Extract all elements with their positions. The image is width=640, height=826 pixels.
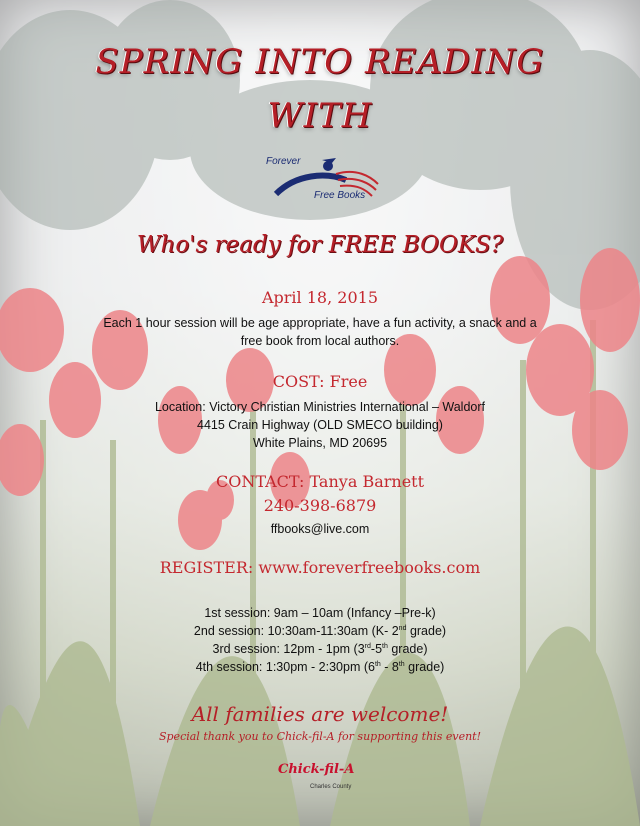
session-1: 1st session: 9am – 10am (Infancy –Pre-k) bbox=[204, 606, 436, 620]
title-line-2: WITH bbox=[267, 96, 373, 136]
location-line-1: Location: Victory Christian Ministries International – Waldorf bbox=[154, 400, 485, 414]
session-3: 3rd session: 12pm - 1pm (3rd-5th grade) bbox=[212, 642, 428, 656]
chick-fil-a-logo bbox=[278, 760, 368, 800]
event-description-line-1: Each 1 hour session will be age appropriate, have a fun activity, a snack and a bbox=[103, 316, 537, 330]
event-description-line-2: free book from local authors. bbox=[240, 334, 400, 348]
contact-email[interactable]: ffbooks@live.com bbox=[270, 522, 370, 536]
register-label[interactable]: REGISTER: www.foreverfreebooks.com bbox=[159, 558, 481, 577]
logo-text-free-books: Free Books bbox=[314, 190, 366, 201]
location-line-3: White Plains, MD 20695 bbox=[252, 436, 388, 450]
welcome-message: All families are welcome! bbox=[191, 702, 449, 726]
contact-phone[interactable]: 240-398-6879 bbox=[263, 496, 377, 515]
event-date: April 18, 2015 bbox=[261, 288, 378, 307]
title-line-1: SPRING INTO READING bbox=[95, 42, 545, 82]
sponsor-logo-text: Chick-fil-A bbox=[278, 762, 355, 777]
sponsor-logo-subtext: Charles County bbox=[310, 784, 352, 790]
cost-label: COST: Free bbox=[272, 372, 368, 391]
location-line-2: 4415 Crain Highway (OLD SMECO building) bbox=[197, 418, 443, 432]
logo-text-forever: Forever bbox=[266, 156, 301, 167]
session-2: 2nd session: 10:30am-11:30am (K- 2nd grade) bbox=[193, 624, 447, 638]
tagline: Who's ready for FREE BOOKS? bbox=[136, 232, 504, 258]
session-4: 4th session: 1:30pm - 2:30pm (6th - 8th grade) bbox=[195, 660, 445, 674]
contact-label: CONTACT: Tanya Barnett bbox=[215, 472, 425, 491]
thanks-message: Special thank you to Chick-fil-A for supporting this event! bbox=[158, 730, 481, 743]
forever-free-books-logo bbox=[266, 154, 382, 208]
